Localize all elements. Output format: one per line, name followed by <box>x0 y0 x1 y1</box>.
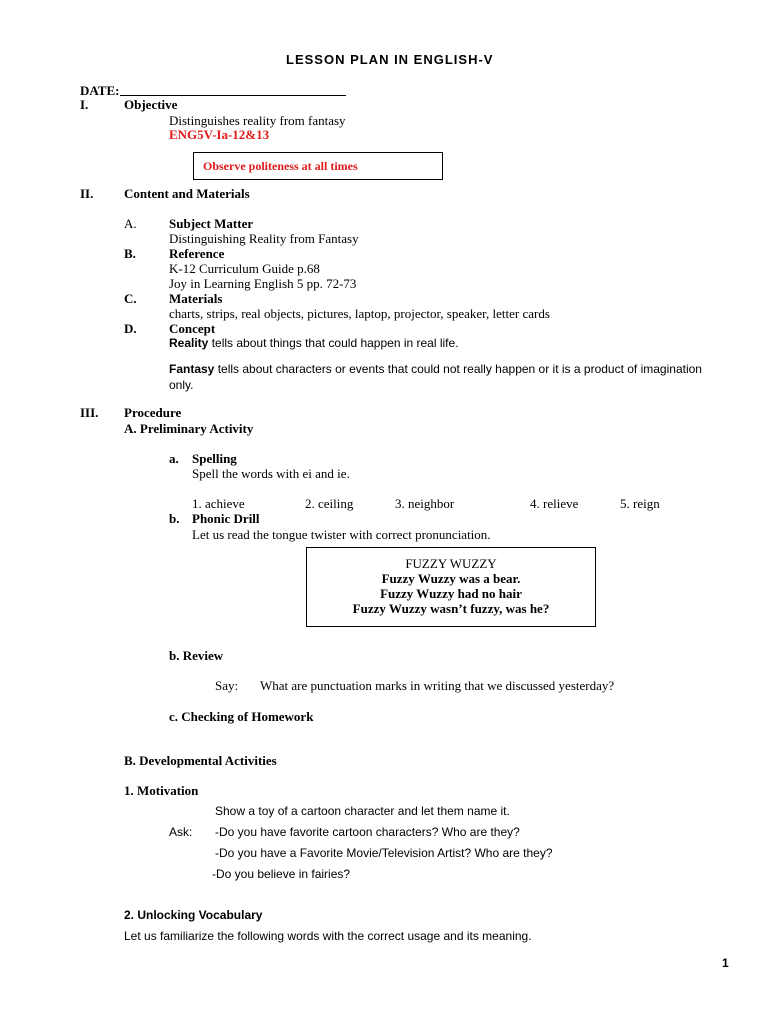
preliminary-activity-heading: A. Preliminary Activity <box>124 421 254 436</box>
spelling-word-5: 5. reign <box>620 496 660 511</box>
objective-heading: Objective <box>124 97 178 112</box>
subject-matter-text: Distinguishing Reality from Fantasy <box>169 231 359 246</box>
concept-label: D. <box>124 321 137 336</box>
spelling-heading: Spelling <box>192 451 237 466</box>
materials-label: C. <box>124 291 137 306</box>
ask-question-3: -Do you believe in fairies? <box>212 867 351 881</box>
ask-question-2: -Do you have a Favorite Movie/Television Artist? Who are they? <box>215 846 553 860</box>
content-materials-heading: Content and Materials <box>124 186 250 201</box>
spelling-word-3: 3. neighbor <box>395 496 455 511</box>
phonic-drill-heading: Phonic Drill <box>192 511 260 526</box>
procedure-heading: Procedure <box>124 405 182 420</box>
fantasy-term: Fantasy <box>169 362 215 376</box>
poem-line-2: Fuzzy Wuzzy had no hair <box>380 586 522 601</box>
subject-matter-heading: Subject Matter <box>169 216 254 231</box>
objective-text: Distinguishes reality from fantasy <box>169 113 346 128</box>
developmental-activities-heading: B. Developmental Activities <box>124 753 277 768</box>
fantasy-definition <box>169 363 702 375</box>
materials-heading: Materials <box>169 291 223 306</box>
spelling-word-4: 4. relieve <box>530 496 579 511</box>
motivation-heading: 1. Motivation <box>124 783 199 798</box>
spelling-label: a. <box>169 451 179 466</box>
fantasy-definition-line2: only. <box>169 378 194 392</box>
document-title: LESSON PLAN IN ENGLISH-V <box>286 52 494 67</box>
section-ii-number: II. <box>80 186 94 201</box>
unlocking-vocabulary-text: Let us familiarize the following words with the correct usage and its meaning. <box>124 929 532 943</box>
reference-label: B. <box>124 246 136 261</box>
spelling-text: Spell the words with ei and ie. <box>192 466 350 481</box>
values-box <box>193 152 443 180</box>
phonic-drill-text: Let us read the tongue twister with correct pronunciation. <box>192 527 491 542</box>
reality-term: Reality <box>169 336 209 350</box>
spelling-word-2: 2. ceiling <box>305 496 354 511</box>
reference-text-2: Joy in Learning English 5 pp. 72-73 <box>169 276 357 291</box>
reference-heading: Reference <box>169 246 225 261</box>
reality-definition <box>169 337 459 349</box>
tongue-twister-box <box>306 547 596 627</box>
section-i-number: I. <box>80 97 89 112</box>
poem-line-3: Fuzzy Wuzzy wasn’t fuzzy, was he? <box>352 601 550 616</box>
competency-code: ENG5V-Ia-12&13 <box>169 127 270 142</box>
concept-heading: Concept <box>169 321 216 336</box>
homework-heading: c. Checking of Homework <box>169 709 314 724</box>
poem-title: FUZZY WUZZY <box>405 556 497 571</box>
unlocking-vocabulary-heading: 2. Unlocking Vocabulary <box>124 908 263 922</box>
motivation-text: Show a toy of a cartoon character and let them name it. <box>215 804 510 818</box>
values-text: Observe politeness at all times <box>203 159 358 173</box>
say-label: Say: <box>215 678 239 693</box>
section-iii-number: III. <box>80 405 99 420</box>
date-label: DATE: <box>80 83 120 98</box>
poem-line-1: Fuzzy Wuzzy was a bear. <box>381 571 521 586</box>
phonic-drill-label: b. <box>169 511 180 526</box>
subject-matter-label: A. <box>124 216 137 231</box>
date-blank-line <box>120 95 346 96</box>
spelling-word-1: 1. achieve <box>192 496 245 511</box>
review-question: What are punctuation marks in writing that we discussed yesterday? <box>260 678 615 693</box>
reference-text-1: K-12 Curriculum Guide p.68 <box>169 261 320 276</box>
ask-question-1: -Do you have favorite cartoon characters? Who are they? <box>215 825 520 839</box>
page-number: 1 <box>722 956 729 970</box>
materials-text: charts, strips, real objects, pictures, laptop, projector, speaker, letter cards <box>169 306 550 321</box>
ask-label: Ask: <box>169 825 193 839</box>
reality-text: tells about things that could happen in real life. <box>208 336 459 350</box>
fantasy-text: tells about characters or events that could not really happen or it is a product of imagination <box>214 362 702 376</box>
review-heading: b. Review <box>169 648 224 663</box>
